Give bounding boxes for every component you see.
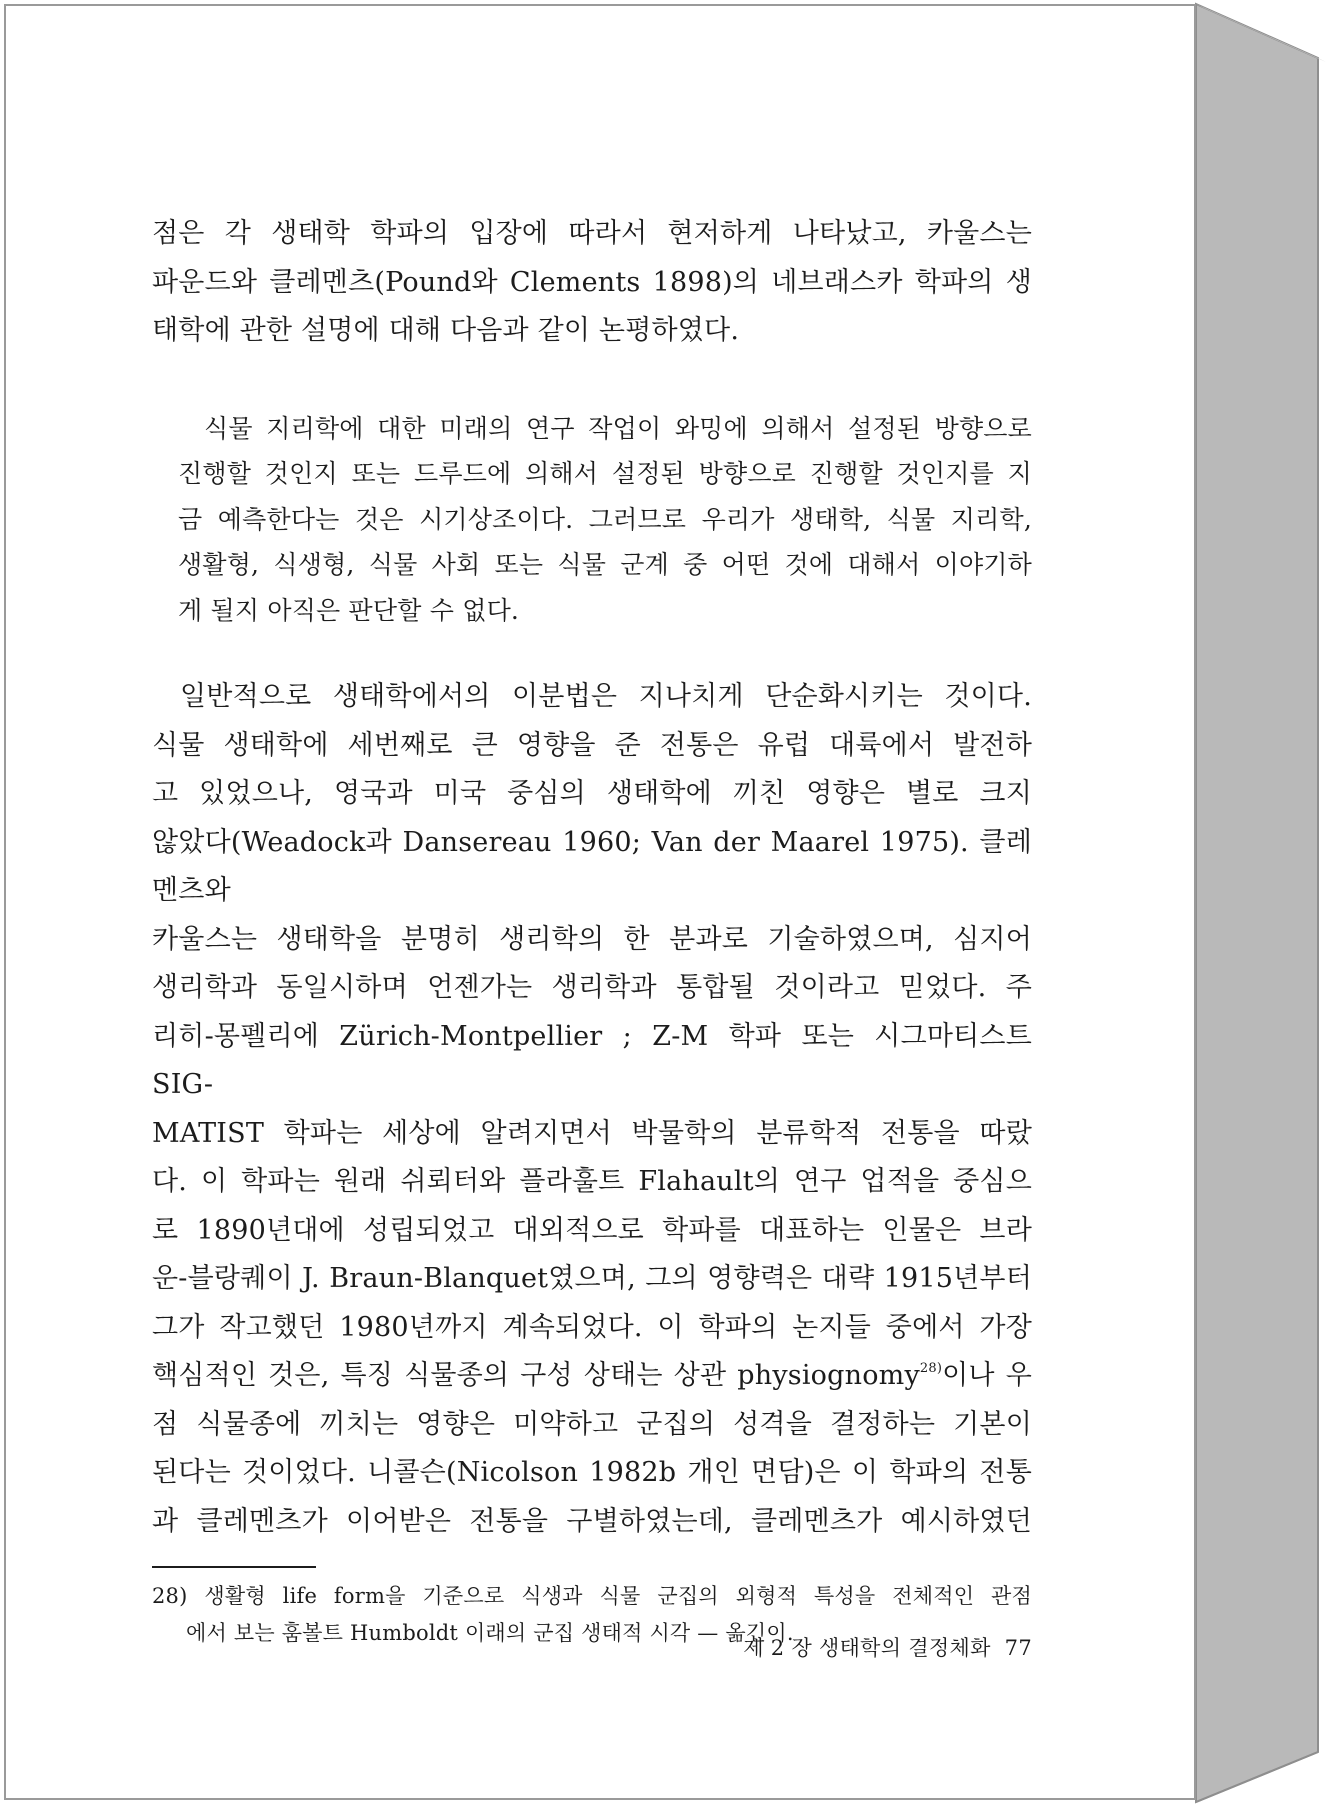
text-line: 파운드와 클레멘츠(Pound와 Clements 1898)의 네브래스카 학파의 생	[152, 266, 1032, 298]
page-content	[152, 210, 1032, 1652]
page-number: 77	[1004, 1636, 1032, 1660]
text-line: 다. 이 학파는 원래 쉬뢰터와 플라훌트 Flahault의 연구 업적을 중심으	[152, 1166, 1032, 1197]
text-line: 생리학과 동일시하며 언젠가는 생리학과 통합될 것이라고 믿었다. 주	[152, 972, 1032, 1003]
text-line: 점 식물종에 끼치는 영향은 미약하고 군집의 성격을 결정하는 기본이	[152, 1408, 1032, 1440]
text-line: 그가 작고했던 1980년까지 계속되었다. 이 학파의 논지들 중에서 가장	[152, 1311, 1032, 1343]
text-segment: 이나 우	[942, 1360, 1032, 1391]
text-line: 진행할 것인지 또는 드루드에 의해서 설정된 방향으로 진행할 것인지를 지	[178, 459, 1032, 488]
text-line: MATIST 학파는 세상에 알려지면서 박물학의 분류학적 전통을 따랐	[152, 1117, 1032, 1149]
text-line: 된다는 것이었다. 니콜슨(Nicolson 1982b 개인 면담)은 이 학파의 전통	[152, 1457, 1032, 1488]
text-line: 리히-몽펠리에 Zürich-Montpellier ; Z-M 학파 또는 시그마티스트 SIG-	[152, 1020, 1032, 1100]
text-line: 생활형, 식생형, 식물 사회 또는 식물 군계 중 어떤 것에 대해서 이야기하	[178, 550, 1032, 579]
text-line: 금 예측한다는 것은 시기상조이다. 그러므로 우리가 생태학, 식물 지리학,	[178, 504, 1032, 534]
text-line: 일반적으로 생태학에서의 이분법은 지나치게 단순화시키는 것이다.	[180, 681, 1032, 712]
text-line: 태학에 관한 설명에 대해 다음과 같이 논평하였다.	[152, 315, 740, 346]
text-line-with-footnote-ref	[152, 1352, 1032, 1401]
text-line: 식물 생태학에 세번째로 큰 영향을 준 전통은 유럽 대륙에서 발전하	[152, 729, 1032, 761]
text-line: 고 있었으나, 영국과 미국 중심의 생태학에 끼친 영향은 별로 크지	[152, 778, 1032, 809]
footnote-divider	[152, 1566, 316, 1568]
text-line: 식물 지리학에 대한 미래의 연구 작업이 와밍에 의해서 설정된 방향으로	[204, 413, 1032, 443]
text-line: 카울스는 생태학을 분명히 생리학의 한 분과로 기술하였으며, 심지어	[152, 923, 1032, 955]
text-segment: 핵심적인 것은, 특징 식물종의 구성 상태는 상관 physiognomy	[152, 1360, 920, 1391]
text-line: 점은 각 생태학 학파의 입장에 따라서 현저하게 나타났고, 카울스는	[152, 218, 1032, 249]
footnote-line: 28) 생활형 life form을 기준으로 식생과 식물 군집의 외형적 특성을 전체적인 관점	[152, 1584, 1032, 1608]
text-line: 게 될지 아직은 판단할 수 없다.	[178, 595, 520, 625]
running-footer	[700, 1632, 1032, 1662]
block-quote	[178, 406, 1032, 634]
paragraph-2	[152, 673, 1032, 1546]
footnote-reference[interactable]: 28)	[919, 1361, 943, 1376]
text-line: 않았다(Weadock과 Dansereau 1960; Van der Maarel 1975). 클레멘츠와	[152, 826, 1032, 906]
paragraph-1	[152, 210, 1032, 356]
footnote-line: 에서 보는 훔볼트 Humboldt 이래의 군집 생태적 시각 — 옮긴이.	[186, 1621, 794, 1645]
text-line: 운-블랑퀘이 J. Braun-Blanquet였으며, 그의 영향력은 대략 1915년부터	[152, 1263, 1032, 1294]
text-line: 로 1890년대에 성립되었고 대외적으로 학파를 대표하는 인물은 브라	[152, 1214, 1032, 1246]
text-line: 과 클레멘츠가 이어받은 전통을 구별하였는데, 클레멘츠가 예시하였던	[152, 1505, 1032, 1537]
chapter-title: 제 2 장 생태학의 결정체화	[743, 1636, 991, 1660]
